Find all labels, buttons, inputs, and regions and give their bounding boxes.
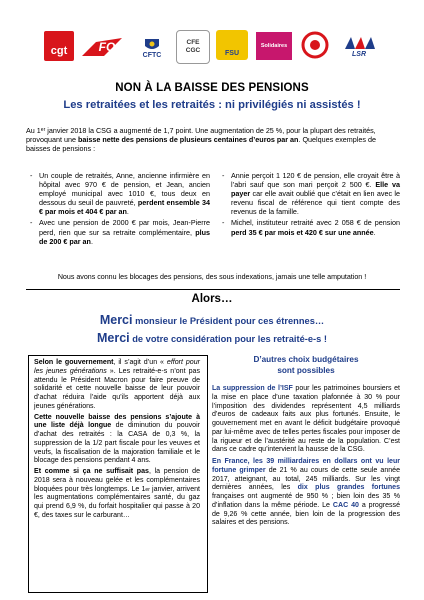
cftc-shield-icon: [143, 38, 161, 52]
government-box-text: [34, 359, 200, 523]
alternatives-column: [212, 355, 400, 531]
list-item: - Avec une pension de 2000 € par mois, Jean-Pierre perd, rien que sur sa retraite complémentaire, plus de 200 € par an.: [30, 218, 210, 246]
box-paragraph: Cette nouvelle baisse des pensions s’ajoute à une liste déjà longue de diminution du pouvoir d’achat des retraités : la CASA de 0,3 %, la suppression de la 1/2 part fiscale pour les veuves et veufs, la fiscalisation de la majoration familiale et le blocage des pensions pendant 4 ans.: [34, 413, 200, 465]
lsr-figures-icon: [341, 35, 377, 51]
box-paragraph: Et comme si ça ne suffisait pas, la pension de 2018 sera à nouveau gelée et les complémentaires bloquées pour très longtemps. Le 1er janvier, arrivent les augmentations complémentaires santé, du gaz qui prend 6,9 %, du forfait hospitalier qui passe à 20 €, des taxes sur le carburant…: [34, 468, 201, 519]
list-item: - Annie perçoit 1 120 € de pension, elle croyait être à l’abri sauf que son mari perçoit 2 500 €. Elle va payer car elle avait oublié que c’était en lien avec le revenu fiscal de référence qui tient compte des revenus de la famille.: [222, 171, 400, 217]
cfe-cgc-logo: CFE CGC: [176, 30, 210, 64]
lsr-logo: LSR: [340, 32, 378, 60]
fsu-logo: FSU: [216, 30, 248, 60]
union-logos: [44, 26, 384, 66]
cftc-logo: CFTC: [134, 34, 170, 62]
examples-left-column: [30, 171, 210, 248]
fo-logo: FO: [82, 36, 126, 58]
page-subtitle: Les retraitées et les retraités : ni privilégiés ni assistés !: [63, 99, 361, 111]
list-item: - Michel, instituteur retraité avec 2 058 € de pension perd 35 € par mois et 420 € sur une année.: [222, 218, 400, 237]
merci-line-1: Merci monsieur le Président pour ces étrennes…: [99, 313, 325, 327]
solidaires-logo: Solidaires: [256, 32, 292, 60]
box-paragraph: Selon le gouvernement, il s’agit d’un « effort pour les jeunes générations ». Les retraité-e-s n’ont pas attendu le Président Macron pour faire preuve de solidarité et cette nouvelle baisse de leur pouvoir d’achat réduira l’aide qu’ils apportent déjà aux jeunes générations.: [34, 359, 200, 410]
alors-heading: Alors…: [191, 293, 233, 305]
divider: [26, 289, 400, 290]
examples-right-column: [222, 171, 400, 239]
list-item: - Un couple de retraités, Anne, ancienne infirmière en hôpital avec 970 € de pension, et Jean, ancien employé municipal avec 1010 €, tous deux en dessous du seuil de pauvreté, perdent ensemble 34 € par mois et 404 € par an.: [30, 171, 210, 217]
ensemble-circle-icon: [300, 30, 330, 62]
alternatives-heading: D’autres choix budgétaires sont possibles: [253, 355, 359, 375]
merci-line-2: Merci de votre considération pour les retraité-e-s !: [96, 331, 327, 345]
alternatives-paragraph: En France, les 39 milliardaires en dollars ont vu leur fortune grimper de 21 % au cours de cette seule année 2017, atteignant, au total, 245 milliards. Sur les vingt dernières années, les dix plus grandes fortunes françaises ont augmenté de 950 % ; bien loin des 35 % d’inflation dans la même période. Le CAC 40 a progressé de 9,26 % cette année, bien loin de la progression des salaires et des pensions.: [212, 458, 400, 527]
amputation-note: Nous avons connu les blocages des pensions, des sous indexations, jamais une telle amputation !: [57, 273, 367, 281]
alternatives-paragraph: La suppression de l’ISF pour les patrimoines boursiers et la mise en place d’une taxation plafonnée à 30 % pour l’imposition des dividendes représentent 4,5 milliards d’euros de cadeaux faits aux plus fortunés. Ensuite, le gouvernement met en avant le déficit budgétaire provoqué par lui-même avec de telles pertes fiscales pour imposer de la rigueur et de l’austérité au reste de la population. C’est dans ce cadre qu’intervient la hausse de la CSG.: [212, 385, 401, 454]
page-title: NON À LA BAISSE DES PENSIONS: [115, 82, 309, 94]
cgt-logo: cgt: [44, 31, 74, 61]
ensemble-logo: [300, 30, 330, 62]
intro-paragraph: Au 1er janvier 2018 la CSG a augmenté de 1,7 point. Une augmentation de 25 %, pour la plupart des retraités, provoquant une baisse nette des pensions de plusieurs centaines d’euros par an. Quelques exemples de baisses de pensions :: [26, 126, 376, 153]
